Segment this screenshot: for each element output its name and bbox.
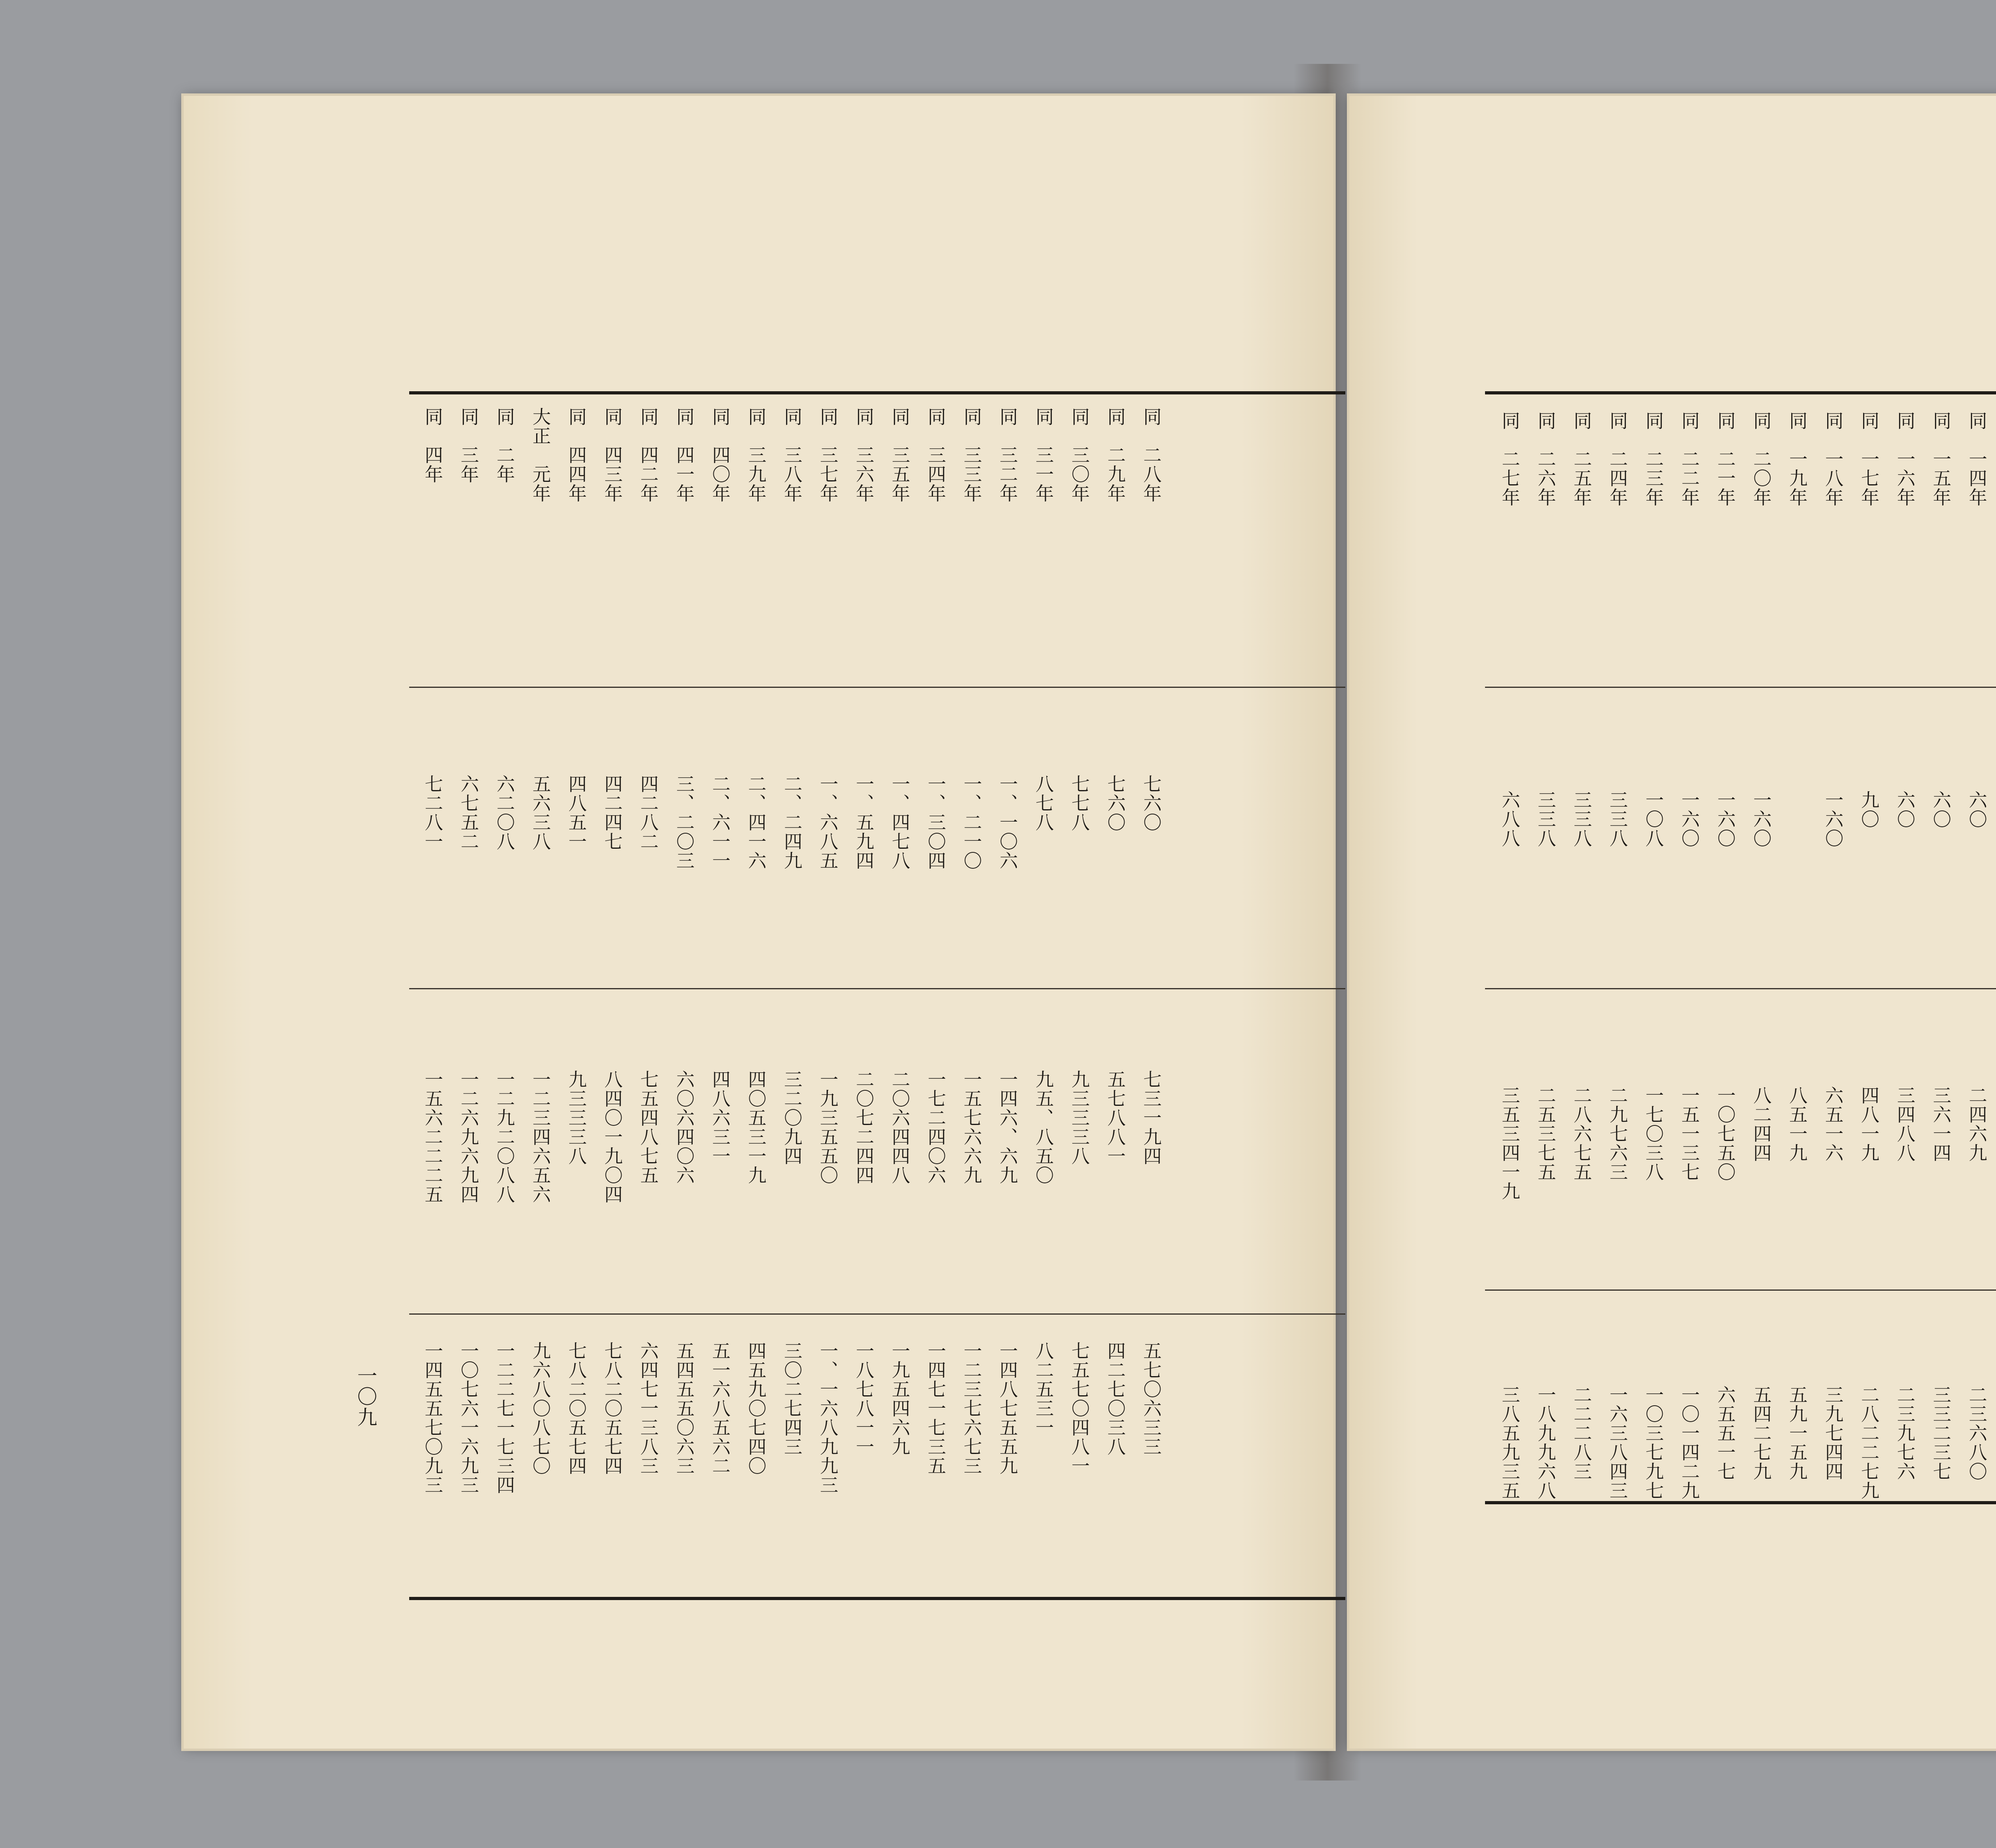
amount-cell: 二二二八三	[1571, 1385, 1592, 1481]
amount-cell: 六五五一七	[1715, 1385, 1736, 1481]
kama-cell: 一、二一〇	[961, 774, 982, 870]
kama-cell: 七六〇	[1105, 774, 1126, 832]
amount-cell: 三八五九三五	[1499, 1385, 1521, 1500]
table-top-rule	[409, 391, 1345, 394]
amount-cell: 六四七一三八三	[638, 1341, 659, 1476]
amount-cell: 一八七八一一	[853, 1341, 875, 1456]
production-cell: 九三三三八	[1069, 1070, 1090, 1166]
kama-cell: 三三八	[1571, 790, 1592, 848]
year-cell: 同 四四年	[566, 407, 587, 503]
production-cell: 二〇七二四四	[853, 1070, 875, 1185]
year-cell: 同 二七年	[1499, 411, 1521, 507]
year-cell: 同 三四年	[925, 407, 947, 503]
right-page	[1349, 96, 1996, 1749]
production-cell: 九五、八五〇	[1033, 1070, 1054, 1185]
production-cell: 一七〇三八	[1643, 1086, 1664, 1182]
year-cell: 同 四二年	[638, 407, 659, 503]
production-cell: 八二四四	[1750, 1086, 1772, 1163]
amount-cell: 一六三八四三	[1607, 1385, 1628, 1500]
production-cell: 四八六三一	[709, 1070, 731, 1166]
amount-cell: 五七〇六三三	[1141, 1341, 1162, 1456]
kama-cell: 一、五九四	[853, 774, 875, 870]
year-cell: 同 三八年	[781, 407, 803, 503]
year-cell: 同 二五年	[1571, 411, 1592, 507]
kama-cell: 四八五一	[566, 774, 587, 851]
left-page	[184, 96, 1333, 1749]
kama-cell: 九〇	[1858, 790, 1880, 829]
year-cell: 大正 元年	[530, 407, 551, 503]
amount-cell: 四五九〇七四〇	[745, 1341, 767, 1476]
column-rule	[409, 988, 1345, 989]
year-cell: 同 一六年	[1894, 411, 1916, 507]
amount-cell: 七八二〇五七四	[602, 1341, 623, 1476]
amount-cell: 一九五四六九	[889, 1341, 911, 1456]
amount-cell: 五一六八五六二	[709, 1341, 731, 1476]
year-cell: 同 四〇年	[709, 407, 731, 503]
kama-cell: 四二八二	[638, 774, 659, 851]
kama-cell: 一、一〇六	[997, 774, 1018, 870]
amount-cell: 五四二七九	[1750, 1385, 1772, 1481]
column-rule	[1485, 988, 1996, 989]
production-cell: 一七二四〇六	[925, 1070, 947, 1185]
year-cell: 同 三二年	[997, 407, 1018, 503]
production-cell: 一〇七五〇	[1715, 1086, 1736, 1182]
production-cell: 五七八八一	[1105, 1070, 1126, 1166]
production-cell: 四〇五三一九	[745, 1070, 767, 1185]
year-cell: 同 二六年	[1535, 411, 1556, 507]
production-cell: 二八六七五	[1571, 1086, 1592, 1182]
year-cell: 同 二年	[494, 407, 515, 484]
kama-cell: 五六三八	[530, 774, 551, 851]
amount-cell: 二三六八〇	[1966, 1385, 1988, 1481]
amount-cell: 一、一六八九九三	[817, 1341, 839, 1495]
kama-cell: 一六〇	[1822, 790, 1844, 848]
production-cell: 一二九二〇八八	[494, 1070, 515, 1204]
kama-cell: 一、四七八	[889, 774, 911, 870]
kama-cell: 六八八	[1499, 790, 1521, 848]
year-cell: 同 二四年	[1607, 411, 1628, 507]
kama-cell: 六二〇八	[494, 774, 515, 851]
production-cell: 三六一四	[1930, 1086, 1952, 1163]
production-cell: 二四六九	[1966, 1086, 1988, 1163]
kama-cell: 一六〇	[1679, 790, 1700, 848]
page-number-left: 一〇九	[354, 1365, 377, 1428]
year-cell: 同 三年	[458, 407, 479, 484]
kama-cell: 二、四一六	[745, 774, 767, 870]
year-cell: 同 一七年	[1858, 411, 1880, 507]
kama-cell: 一、六八五	[817, 774, 839, 870]
kama-cell: 一六〇	[1715, 790, 1736, 848]
production-cell: 三四八八	[1894, 1086, 1916, 1163]
column-rule	[1485, 1289, 1996, 1291]
kama-cell: 六〇	[1966, 790, 1988, 829]
year-cell: 同 二九年	[1105, 407, 1126, 503]
amount-cell: 五九一五九	[1786, 1385, 1808, 1481]
production-cell: 七三一九四	[1141, 1070, 1162, 1166]
production-cell: 二九七六三	[1607, 1086, 1628, 1182]
production-cell: 三五三四一九	[1499, 1086, 1521, 1201]
production-cell: 七五四八七五	[638, 1070, 659, 1185]
kama-cell: 一六〇	[1750, 790, 1772, 848]
year-cell: 同 一五年	[1930, 411, 1952, 507]
kama-cell: 三三八	[1607, 790, 1628, 848]
year-cell: 同 一九年	[1786, 411, 1808, 507]
table-bottom-rule	[1485, 1501, 1996, 1504]
year-cell: 同 二八年	[1141, 407, 1162, 503]
year-cell: 同 三一年	[1033, 407, 1054, 503]
year-cell: 同 四三年	[602, 407, 623, 503]
kama-cell: 八七八	[1033, 774, 1054, 832]
kama-cell: 七六〇	[1141, 774, 1162, 832]
year-cell: 同 三〇年	[1069, 407, 1090, 503]
kama-cell: 六〇	[1894, 790, 1916, 829]
amount-cell: 三〇二七四三	[781, 1341, 803, 1456]
production-cell: 二〇六四四八	[889, 1070, 911, 1185]
amount-cell: 一四八七五五九	[997, 1341, 1018, 1476]
kama-cell: 六〇	[1930, 790, 1952, 829]
production-cell: 一五一三七	[1679, 1086, 1700, 1182]
kama-cell: 四二四七	[602, 774, 623, 851]
year-cell: 同 一八年	[1822, 411, 1844, 507]
amount-cell: 五四五五〇六三	[673, 1341, 695, 1476]
year-cell: 同 二三年	[1643, 411, 1664, 507]
production-cell: 四八一九	[1858, 1086, 1880, 1163]
year-cell: 同 二〇年	[1750, 411, 1772, 507]
year-cell: 同 三九年	[745, 407, 767, 503]
amount-cell: 一四七一七三五	[925, 1341, 947, 1476]
amount-cell: 四二七〇三八	[1105, 1341, 1126, 1456]
production-cell: 三二〇九四	[781, 1070, 803, 1166]
amount-cell: 一〇七六一六九三	[458, 1341, 479, 1495]
year-cell: 同 一四年	[1966, 411, 1988, 507]
year-cell: 同 三三年	[961, 407, 982, 503]
production-cell: 一二三四六五六	[530, 1070, 551, 1204]
year-cell: 同 三七年	[817, 407, 839, 503]
kama-cell: 七二八一	[422, 774, 444, 851]
production-cell: 六〇六四〇六	[673, 1070, 695, 1185]
table-bottom-rule	[409, 1597, 1345, 1600]
amount-cell: 一二三七六七三	[961, 1341, 982, 1476]
kama-cell: 七七八	[1069, 774, 1090, 832]
kama-cell: 六七五二	[458, 774, 479, 851]
kama-cell: 一、三〇四	[925, 774, 947, 870]
amount-cell: 九六八〇八七〇	[530, 1341, 551, 1476]
kama-cell: 三三八	[1535, 790, 1556, 848]
amount-cell: 三九七四四	[1822, 1385, 1844, 1481]
production-cell: 九三三三八	[566, 1070, 587, 1166]
amount-cell: 一八九九六八	[1535, 1385, 1556, 1500]
amount-cell: 一二二七一七三四	[494, 1341, 515, 1495]
production-cell: 二五三七五	[1535, 1086, 1556, 1182]
kama-cell: 三、二〇三	[673, 774, 695, 870]
kama-cell: 二、六一一	[709, 774, 731, 870]
amount-cell: 三三二三七	[1930, 1385, 1952, 1481]
production-cell: 八四〇一九〇四	[602, 1070, 623, 1204]
production-cell: 一五六二二二五	[422, 1070, 444, 1204]
year-cell: 同 三五年	[889, 407, 911, 503]
production-cell: 一五七六六九	[961, 1070, 982, 1185]
production-cell: 一九三五五〇	[817, 1070, 839, 1185]
amount-cell: 一〇一四二九	[1679, 1385, 1700, 1500]
header-rule	[409, 687, 1345, 688]
amount-cell: 二八二二七九	[1858, 1385, 1880, 1500]
year-cell: 同 四一年	[673, 407, 695, 503]
amount-cell: 七八二〇五七四	[566, 1341, 587, 1476]
production-cell: 一四六、六九	[997, 1070, 1018, 1185]
kama-cell: 一〇八	[1643, 790, 1664, 848]
production-cell: 一二六九六九四	[458, 1070, 479, 1204]
table-top-rule	[1485, 391, 1996, 394]
amount-cell: 八二五三一	[1033, 1341, 1054, 1437]
header-rule	[1485, 687, 1996, 688]
production-cell: 八五一九	[1786, 1086, 1808, 1163]
kama-cell: 二、二四九	[781, 774, 803, 870]
amount-cell: 一四五五七〇九三	[422, 1341, 444, 1495]
year-cell: 同 四年	[422, 407, 444, 484]
year-cell: 同 三六年	[853, 407, 875, 503]
production-cell: 六五一六	[1822, 1086, 1844, 1163]
amount-cell: 二三九七六	[1894, 1385, 1916, 1481]
year-cell: 同 二一年	[1715, 411, 1736, 507]
column-rule	[409, 1313, 1345, 1315]
amount-cell: 七五七〇四八一	[1069, 1341, 1090, 1476]
amount-cell: 一〇三七九七	[1643, 1385, 1664, 1500]
year-cell: 同 二二年	[1679, 411, 1700, 507]
